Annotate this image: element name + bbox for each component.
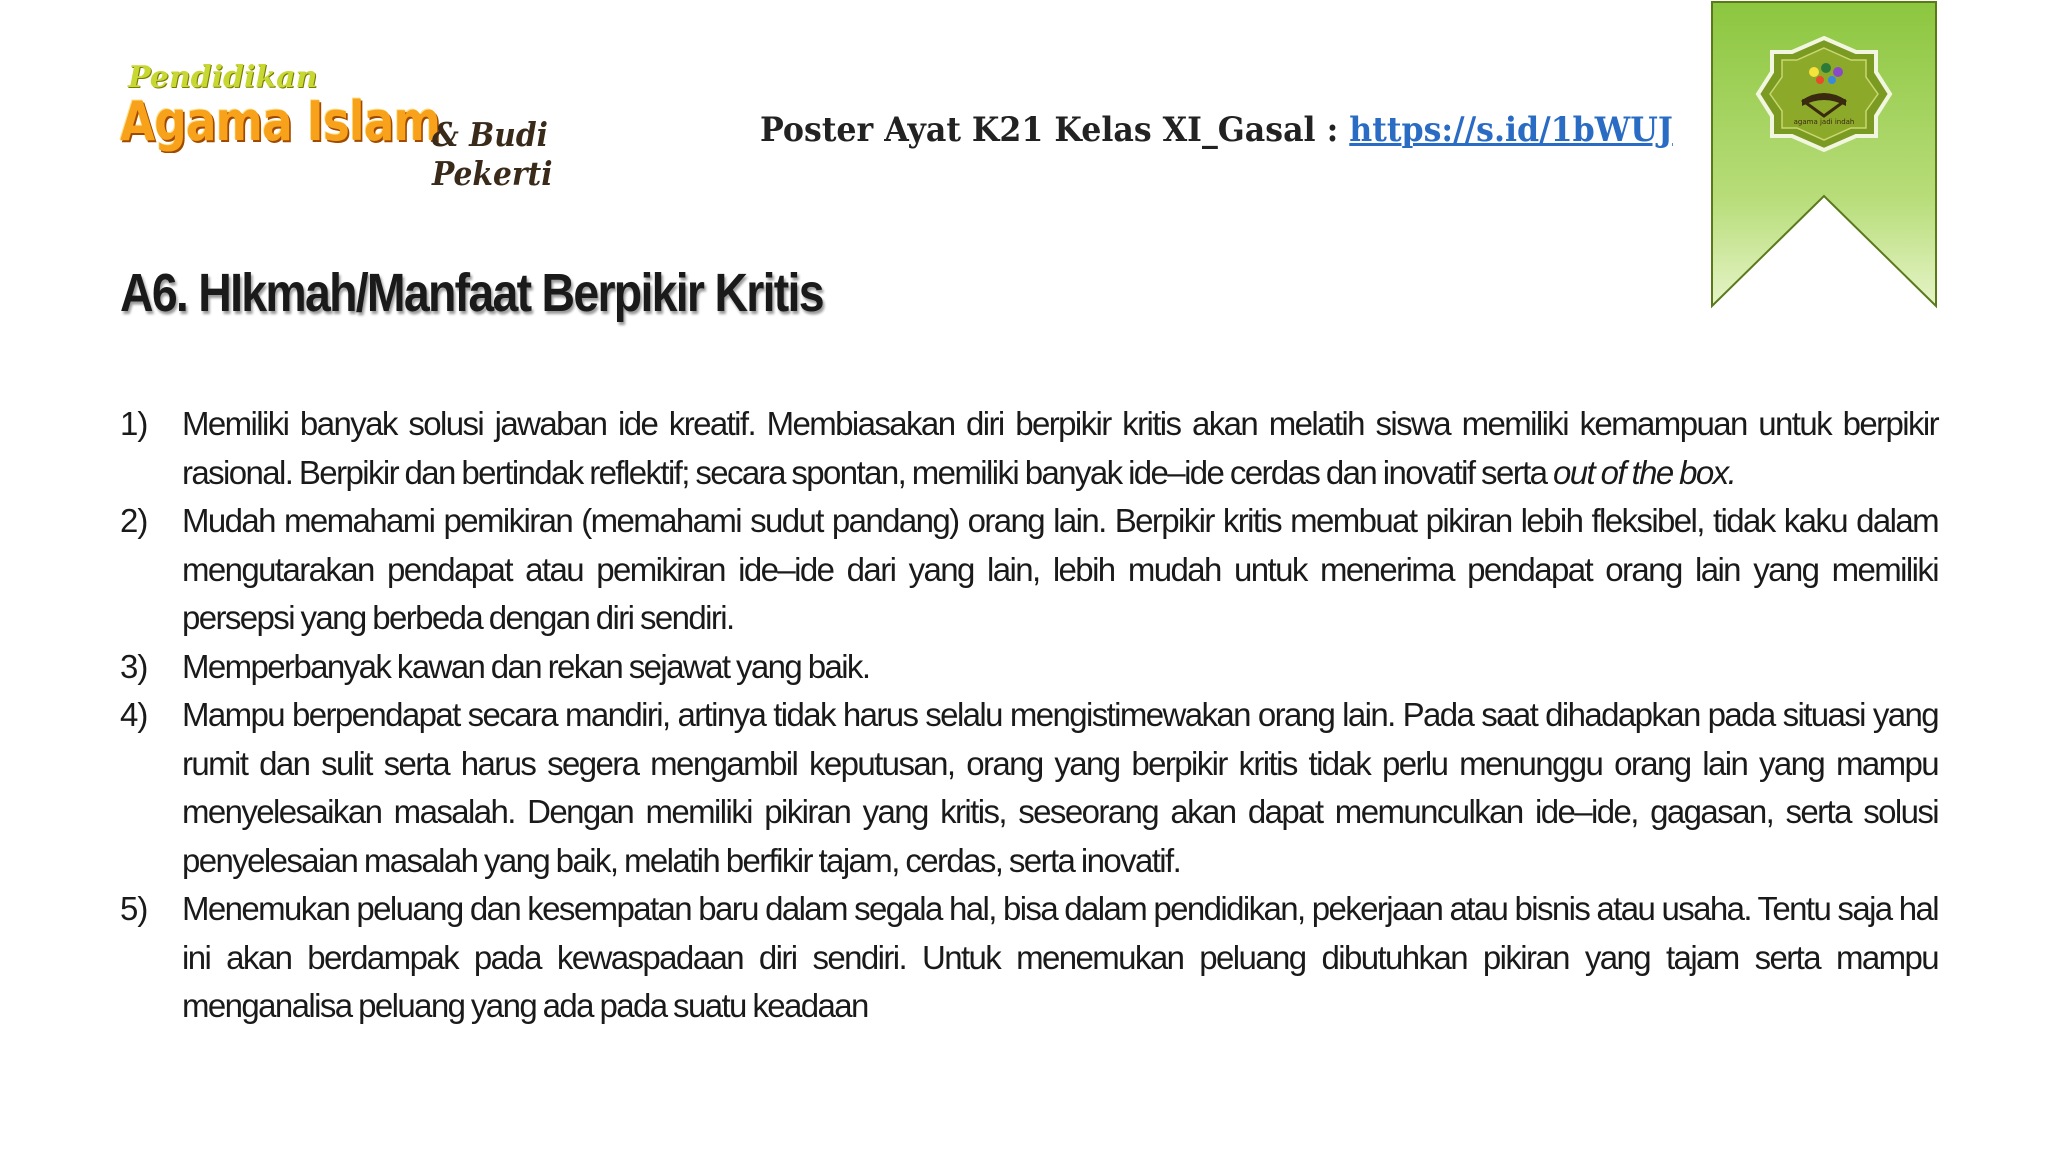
poster-link[interactable]: https://s.id/1bWUJ <box>1349 110 1673 150</box>
poster-link-line <box>760 110 1673 150</box>
poster-label: Poster Ayat K21 Kelas XI_Gasal : <box>760 110 1350 150</box>
item-number: 2) <box>120 502 148 539</box>
item-number: 1) <box>120 405 148 442</box>
benefit-list <box>120 400 1938 1031</box>
list-item <box>120 643 1938 692</box>
item-text: Mudah memahami pemikiran (memahami sudut pandang) orang lain. Berpikir kritis membuat pikiran lebih fleksibel, tidak kaku dalam mengutarakan pendapat atau pemikiran ide–ide dari yang lain, lebih mudah untuk menerima pendapat orang lain yang memiliki persepsi yang berbeda dengan diri sendiri. <box>182 502 1938 636</box>
list-item <box>120 497 1938 643</box>
logo-line-budi-pekerti: & Budi Pekerti <box>432 115 553 193</box>
logo-line-agama-islam: Agama Islam <box>120 90 440 153</box>
list-item <box>120 400 1938 497</box>
logo-line-pendidikan: Pendidikan <box>128 60 318 95</box>
emblem-caption: agama jadi indah <box>1793 118 1855 126</box>
page-title: A6. HIkmah/Manfaat Berpikir Kritis <box>120 263 823 323</box>
item-text: Mampu berpendapat secara mandiri, artinya tidak harus selalu mengistimewakan orang lain. Pada saat dihadapkan pada situasi yang rumit dan sulit serta harus segera mengambil keputusan, orang yang berpikir kritis tidak perlu menunggu orang lain yang mampu menyelesaikan masalah. Dengan memiliki pikiran yang kritis, seseorang akan dapat memunculkan ide–ide, gagasan, serta solusi penyelesaian masalah yang baik, melatih berfikir tajam, cerdas, serta inovatif. <box>182 696 1938 879</box>
item-text: Memiliki banyak solusi jawaban ide kreatif. Membiasakan diri berpikir kritis akan melatih siswa memiliki kemampuan untuk berpikir rasional. Berpikir dan bertindak reflektif; secara spontan, memiliki banyak ide–ide cerdas dan inovatif serta out of the box. <box>182 405 1938 491</box>
item-text: Menemukan peluang dan kesempatan baru dalam segala hal, bisa dalam pendidikan, pekerjaan atau bisnis atau usaha. Tentu saja hal ini akan berdampak pada kewaspadaan diri sendiri. Untuk menemukan peluang dibutuhkan pikiran yang tajam serta mampu menganalisa peluang yang ada pada suatu keadaan <box>182 890 1938 1024</box>
emblem-ribbon <box>1708 0 1940 312</box>
item-number: 5) <box>120 890 148 927</box>
list-item <box>120 691 1938 885</box>
item-number: 3) <box>120 647 148 685</box>
pai-logo <box>120 60 650 193</box>
item-emphasis: out of the box. <box>1552 453 1736 491</box>
item-text: Memperbanyak kawan dan rekan sejawat yang baik. <box>182 647 870 685</box>
item-number: 4) <box>120 696 148 733</box>
list-item <box>120 885 1938 1031</box>
